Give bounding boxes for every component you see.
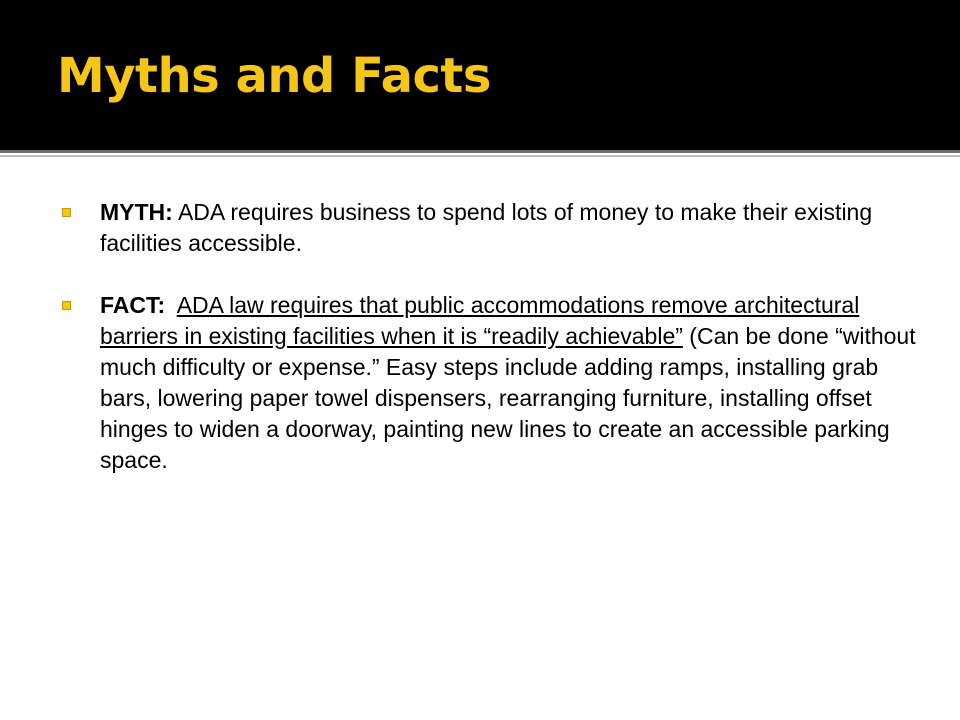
content-area (60, 197, 920, 507)
fact-text: (Can be done “without much difficulty or expense.” Easy steps include adding ramps, installing grab bars, lowering paper towel dispensers, rearranging furniture, installing offset hinges to widen a doorway, painting new lines to create an accessible parking space. (100, 323, 916, 473)
myth-text: ADA requires business to spend lots of money to make their existing facilities accessible. (100, 199, 873, 256)
myth-label: MYTH: (100, 199, 173, 225)
title-divider-secondary (0, 155, 960, 157)
title-bar (0, 0, 960, 150)
fact-underlined-text: ADA law requires that public accommodations remove architectural barriers in existing facilities when it is “readily achievable” (100, 292, 860, 349)
fact-bullet (60, 290, 920, 476)
fact-label: FACT: (100, 292, 166, 318)
slide-title: Myths and Facts (57, 48, 491, 104)
myth-bullet (60, 197, 920, 259)
square-bullet-icon (62, 301, 71, 310)
square-bullet-icon (62, 208, 71, 217)
title-divider (0, 150, 960, 153)
